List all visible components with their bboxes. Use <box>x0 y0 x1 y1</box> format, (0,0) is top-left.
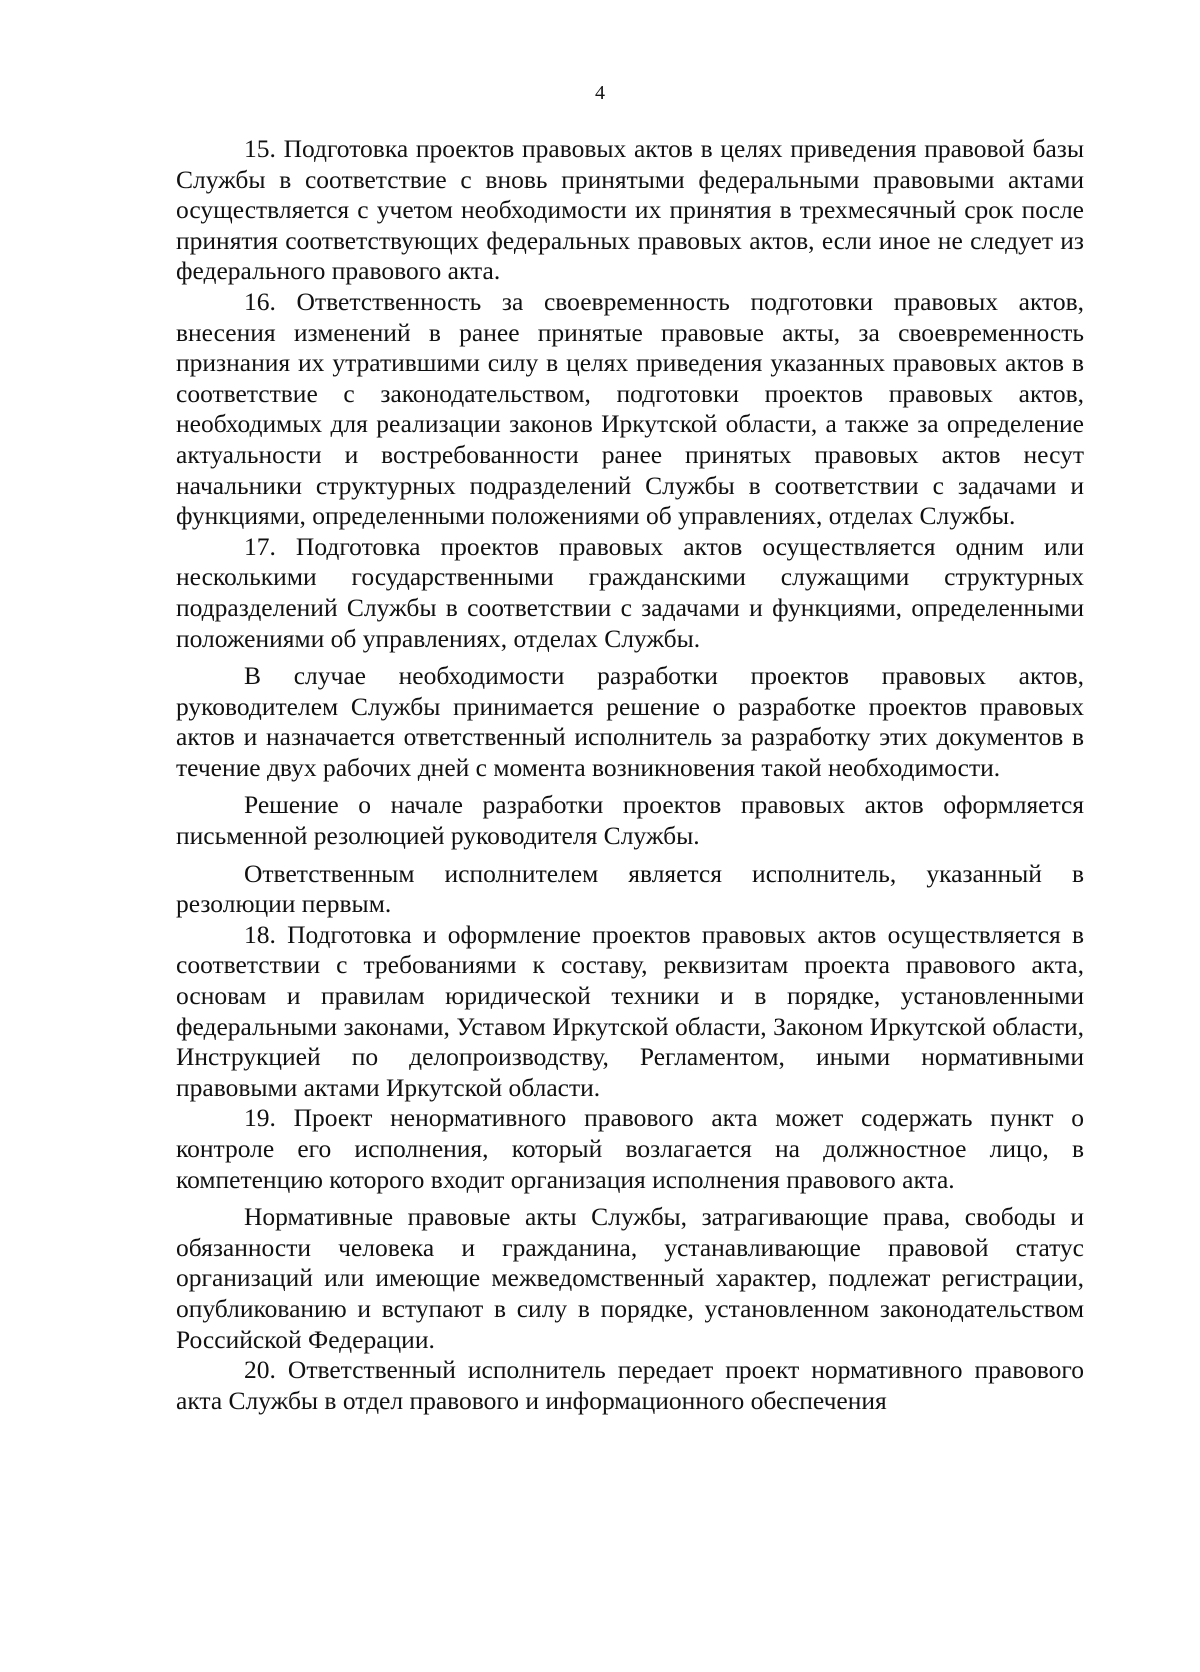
paragraph-19: 19. Проект ненормативного правового акта может содержать пункт о контроле его исполнения, который возлагается на должностное лицо, в компетенцию которого входит организация исполнения правового акта. <box>176 1103 1084 1194</box>
document-body <box>176 134 1084 1416</box>
paragraph-15: 15. Подготовка проектов правовых актов в целях приведения правовой базы Службы в соответствие с вновь принятыми федеральными правовыми актами осуществляется с учетом необходимости их принятия в трехмесячный срок после принятия соответствующих федеральных правовых актов, если иное не следует из федерального правового акта. <box>176 134 1084 286</box>
paragraph-20: 20. Ответственный исполнитель передает проект нормативного правового акта Службы в отдел правового и информационного обеспечения <box>176 1355 1084 1415</box>
paragraph-17: 17. Подготовка проектов правовых актов осуществляется одним или несколькими государственными гражданскими служащими структурных подразделений Службы в соответствии с задачами и функциями, определенными положениями об управлениях, отделах Службы. <box>176 531 1084 653</box>
page-number: 4 <box>595 82 605 104</box>
paragraph-18: 18. Подготовка и оформление проектов правовых актов осуществляется в соответствии с требованиями к составу, реквизитам проекта правового акта, основам и правилам юридической техники и в порядке, установленными федеральными законами, Уставом Иркутской области, Законом Иркутской области, Инструкцией по делопроизводству, Регламентом, иными нормативными правовыми актами Иркутской области. <box>176 919 1084 1102</box>
paragraph-17-resolution: Решение о начале разработки проектов правовых актов оформляется письменной резолюцией руководителя Службы. <box>176 790 1084 851</box>
paragraph-17-decision: В случае необходимости разработки проектов правовых актов, руководителем Службы принимается решение о разработке проектов правовых актов и назначается ответственный исполнитель за разработку этих документов в течение двух рабочих дней с момента возникновения такой необходимости. <box>176 661 1084 782</box>
paragraph-17-executor: Ответственным исполнителем является исполнитель, указанный в резолюции первым. <box>176 858 1084 919</box>
paragraph-19-normative: Нормативные правовые акты Службы, затрагивающие права, свободы и обязанности человека и гражданина, устанавливающие правовой статус организаций или имеющие межведомственный характер, подлежат регистрации, опубликованию и вступают в силу в порядке, установленном законодательством Российской Федерации. <box>176 1202 1084 1354</box>
paragraph-16: 16. Ответственность за своевременность подготовки правовых актов, внесения изменений в ранее принятые правовые акты, за своевременность признания их утратившими силу в целях приведения указанных правовых актов в соответствие с законодательством, подготовки проектов правовых актов, необходимых для реализации законов Иркутской области, а также за определение актуальности и востребованности ранее принятых правовых актов несут начальники структурных подразделений Службы в соответствии с задачами и функциями, определенными положениями об управлениях, отделах Службы. <box>176 286 1084 531</box>
